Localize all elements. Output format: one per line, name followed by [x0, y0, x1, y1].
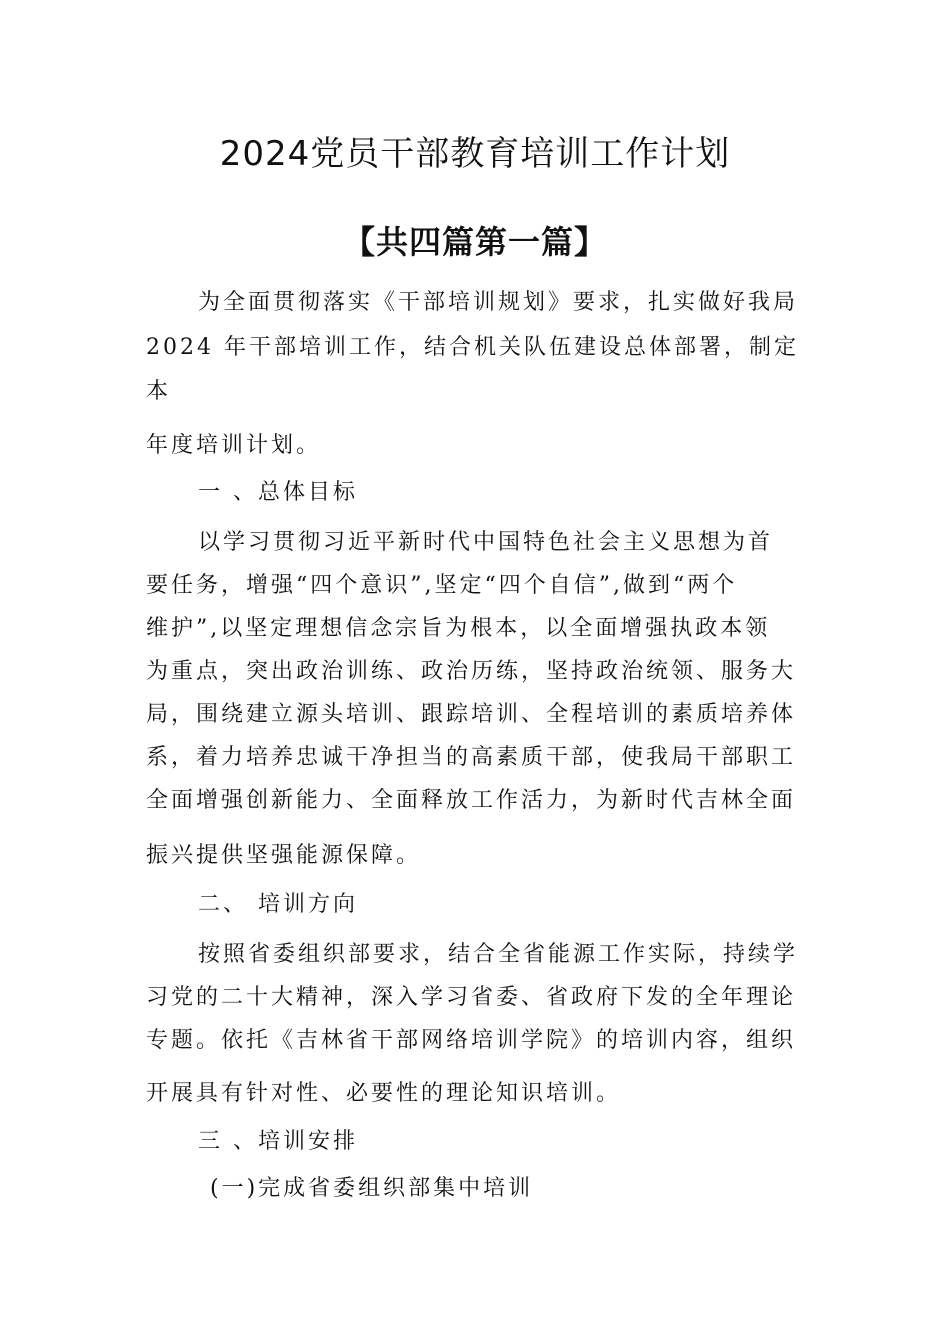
paragraph-line: 以学习贯彻习近平新时代中国特色社会主义思想为首	[198, 530, 774, 555]
paragraph-line: 为全面贯彻落实《干部培训规划》要求，扎实做好我局	[198, 290, 799, 315]
paragraph-line: 年度培训计划。	[146, 433, 322, 458]
section-heading: 二、 培训方向	[198, 892, 358, 917]
paragraph-line: 要任务，增强“四个意识”,坚定“四个自信”,做到“两个	[146, 573, 738, 598]
paragraph-line: 习党的二十大精神，深入学习省委、省政府下发的全年理论	[146, 985, 797, 1010]
paragraph-line: 为重点，突出政治训练、政治历练，坚持政治统领、服务大	[146, 659, 797, 684]
section-heading: 三 、培训安排	[198, 1129, 358, 1154]
paragraph-line: 局，围绕建立源头培训、跟踪培训、全程培训的素质培养体	[146, 702, 797, 727]
paragraph-line: 开展具有针对性、必要性的理论知识培训。	[146, 1081, 622, 1106]
paragraph-line: 全面增强创新能力、全面释放工作活力，为新时代吉林全面	[146, 788, 797, 813]
paragraph-line: 2024 年干部培训工作，结合机关队伍建设总体部署，制定	[146, 335, 799, 360]
document-subtitle: 【共四篇第一篇】	[342, 223, 607, 261]
paragraph-line: 振兴提供坚强能源保障。	[146, 843, 422, 868]
document-title: 2024党员干部教育培训工作计划	[219, 134, 731, 174]
section-heading: 一 、总体目标	[198, 480, 358, 505]
paragraph-line: 系，着力培养忠诚干净担当的高素质干部，使我局干部职工	[146, 745, 797, 770]
paragraph-line: 按照省委组织部要求，结合全省能源工作实际，持续学	[198, 942, 799, 967]
paragraph-line: 本	[146, 379, 172, 404]
subsection-heading: (一)完成省委组织部集中培训	[210, 1176, 534, 1201]
paragraph-line: 维护”,以坚定理想信念宗旨为根本，以全面增强执政本领	[146, 616, 771, 641]
paragraph-line: 专题。依托《吉林省干部网络培训学院》的培训内容，组织	[146, 1028, 797, 1053]
